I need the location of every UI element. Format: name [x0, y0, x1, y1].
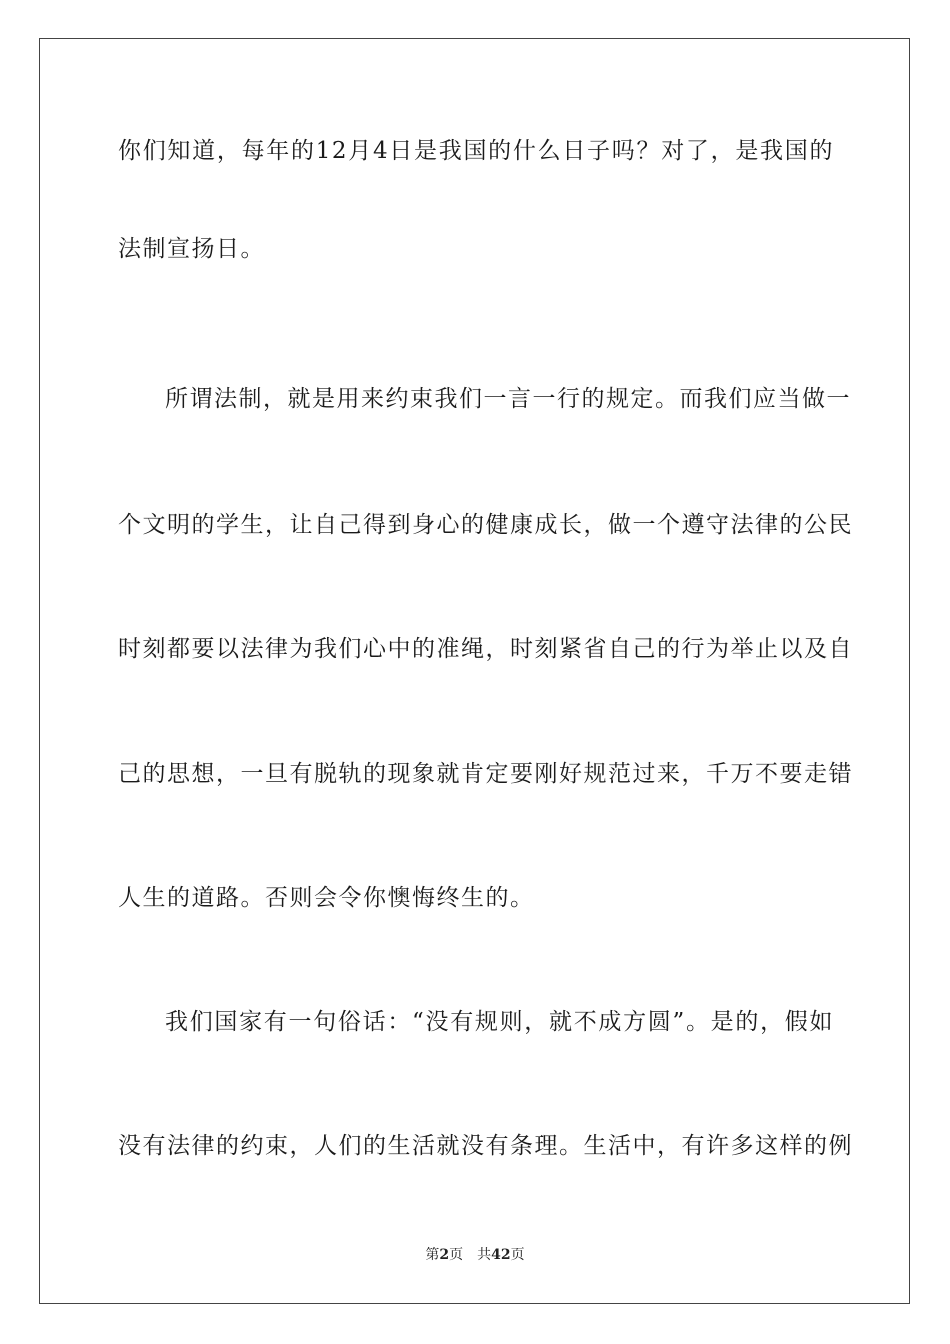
- page-border: [39, 38, 910, 1304]
- text-line-8: 我们国家有一句俗话：“没有规则，就不成方圆”。是的，假如: [165, 1009, 834, 1035]
- page-footer: [0, 1245, 950, 1265]
- total-pages: 42: [491, 1247, 511, 1263]
- page-number: 2: [439, 1247, 450, 1263]
- text-line-1: 你们知道，每年的12月4日是我国的什么日子吗？对了，是我国的: [118, 138, 834, 164]
- page-prefix: 第: [425, 1247, 440, 1263]
- text-line-7: 人生的道路。否则会令你懊悔终生的。: [118, 885, 535, 911]
- text-line-4: 个文明的学生，让自己得到身心的健康成长，做一个遵守法律的公民: [118, 512, 853, 538]
- text-line-9: 没有法律的约束，人们的生活就没有条理。生活中，有许多这样的例: [118, 1133, 853, 1159]
- total-suffix: 页: [510, 1247, 525, 1263]
- text-line-3: 所谓法制，就是用来约束我们一言一行的规定。而我们应当做一: [165, 386, 851, 412]
- page-suffix: 页: [449, 1247, 464, 1263]
- text-line-2: 法制宣扬日。: [118, 236, 265, 262]
- text-line-6: 己的思想，一旦有脱轨的现象就肯定要刚好规范过来，千万不要走错: [118, 761, 853, 787]
- text-line-5: 时刻都要以法律为我们心中的准绳，时刻紧省自己的行为举止以及自: [118, 636, 853, 662]
- total-prefix: 共: [477, 1247, 492, 1263]
